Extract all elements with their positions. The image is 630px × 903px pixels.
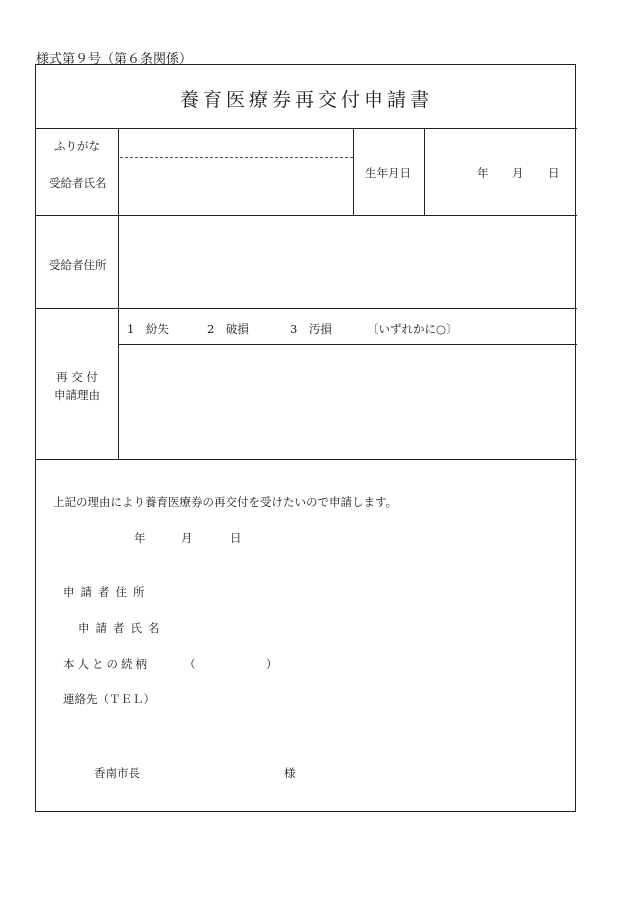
declaration-statement: 上記の理由により養育医療券の再交付を受けたいので申請します。 <box>53 495 398 509</box>
dob-label: 生年月日 <box>365 166 411 180</box>
reason-option-lost[interactable]: 1 紛失 <box>127 322 169 336</box>
applicant-address-label: 申請者住所 <box>63 585 151 599</box>
divider-reason <box>36 459 577 460</box>
applicant-name-field[interactable] <box>176 615 566 637</box>
recipient-address-label: 受給者住所 <box>49 258 107 272</box>
application-form <box>35 64 576 812</box>
contact-label: 連絡先（ＴＥＬ） <box>63 692 155 706</box>
recipient-name-label: 受給者氏名 <box>49 176 107 190</box>
contact-field[interactable] <box>166 686 566 708</box>
reason-label-line2: 申請理由 <box>54 388 100 402</box>
divider-reason-options <box>118 344 577 345</box>
reason-option-soiled[interactable]: 3 汚損 <box>290 322 332 336</box>
relationship-label: 本人との続柄 <box>63 657 150 671</box>
dob-day-unit: 日 <box>548 166 560 180</box>
dob-year-unit: 年 <box>477 166 489 180</box>
recipient-address-field[interactable] <box>120 218 574 306</box>
application-date-month: 月 <box>181 531 193 545</box>
honorific: 様 <box>284 766 296 780</box>
reason-label-line1: 再 交 付 <box>56 370 98 384</box>
addressee: 香南市長 <box>94 766 140 780</box>
reason-option-damaged[interactable]: 2 破損 <box>207 322 249 336</box>
furigana-dashed-line <box>120 157 353 158</box>
dob-label-divider-right <box>424 128 425 215</box>
form-number: 様式第９号（第６条関係） <box>36 52 193 67</box>
reason-note: 〔いずれかに○〕 <box>367 322 458 336</box>
application-date-year: 年 <box>134 531 146 545</box>
applicant-name-label: 申請者氏名 <box>78 621 166 635</box>
label-column-divider <box>118 128 119 459</box>
dob-field[interactable] <box>426 131 574 213</box>
recipient-name-field[interactable] <box>120 161 351 213</box>
form-title: 養育医療券再交付申請書 <box>179 89 433 111</box>
relationship-field[interactable] <box>196 651 264 673</box>
application-date-day: 日 <box>230 531 242 545</box>
furigana-field[interactable] <box>120 131 351 155</box>
reason-detail-field[interactable] <box>120 347 574 457</box>
furigana-label: ふりがな <box>54 139 100 153</box>
relationship-open-paren: （ <box>184 657 196 671</box>
relationship-close-paren: ） <box>266 657 278 671</box>
dob-month-unit: 月 <box>512 166 524 180</box>
applicant-address-field[interactable] <box>166 579 566 601</box>
dob-label-divider-left <box>353 128 354 215</box>
